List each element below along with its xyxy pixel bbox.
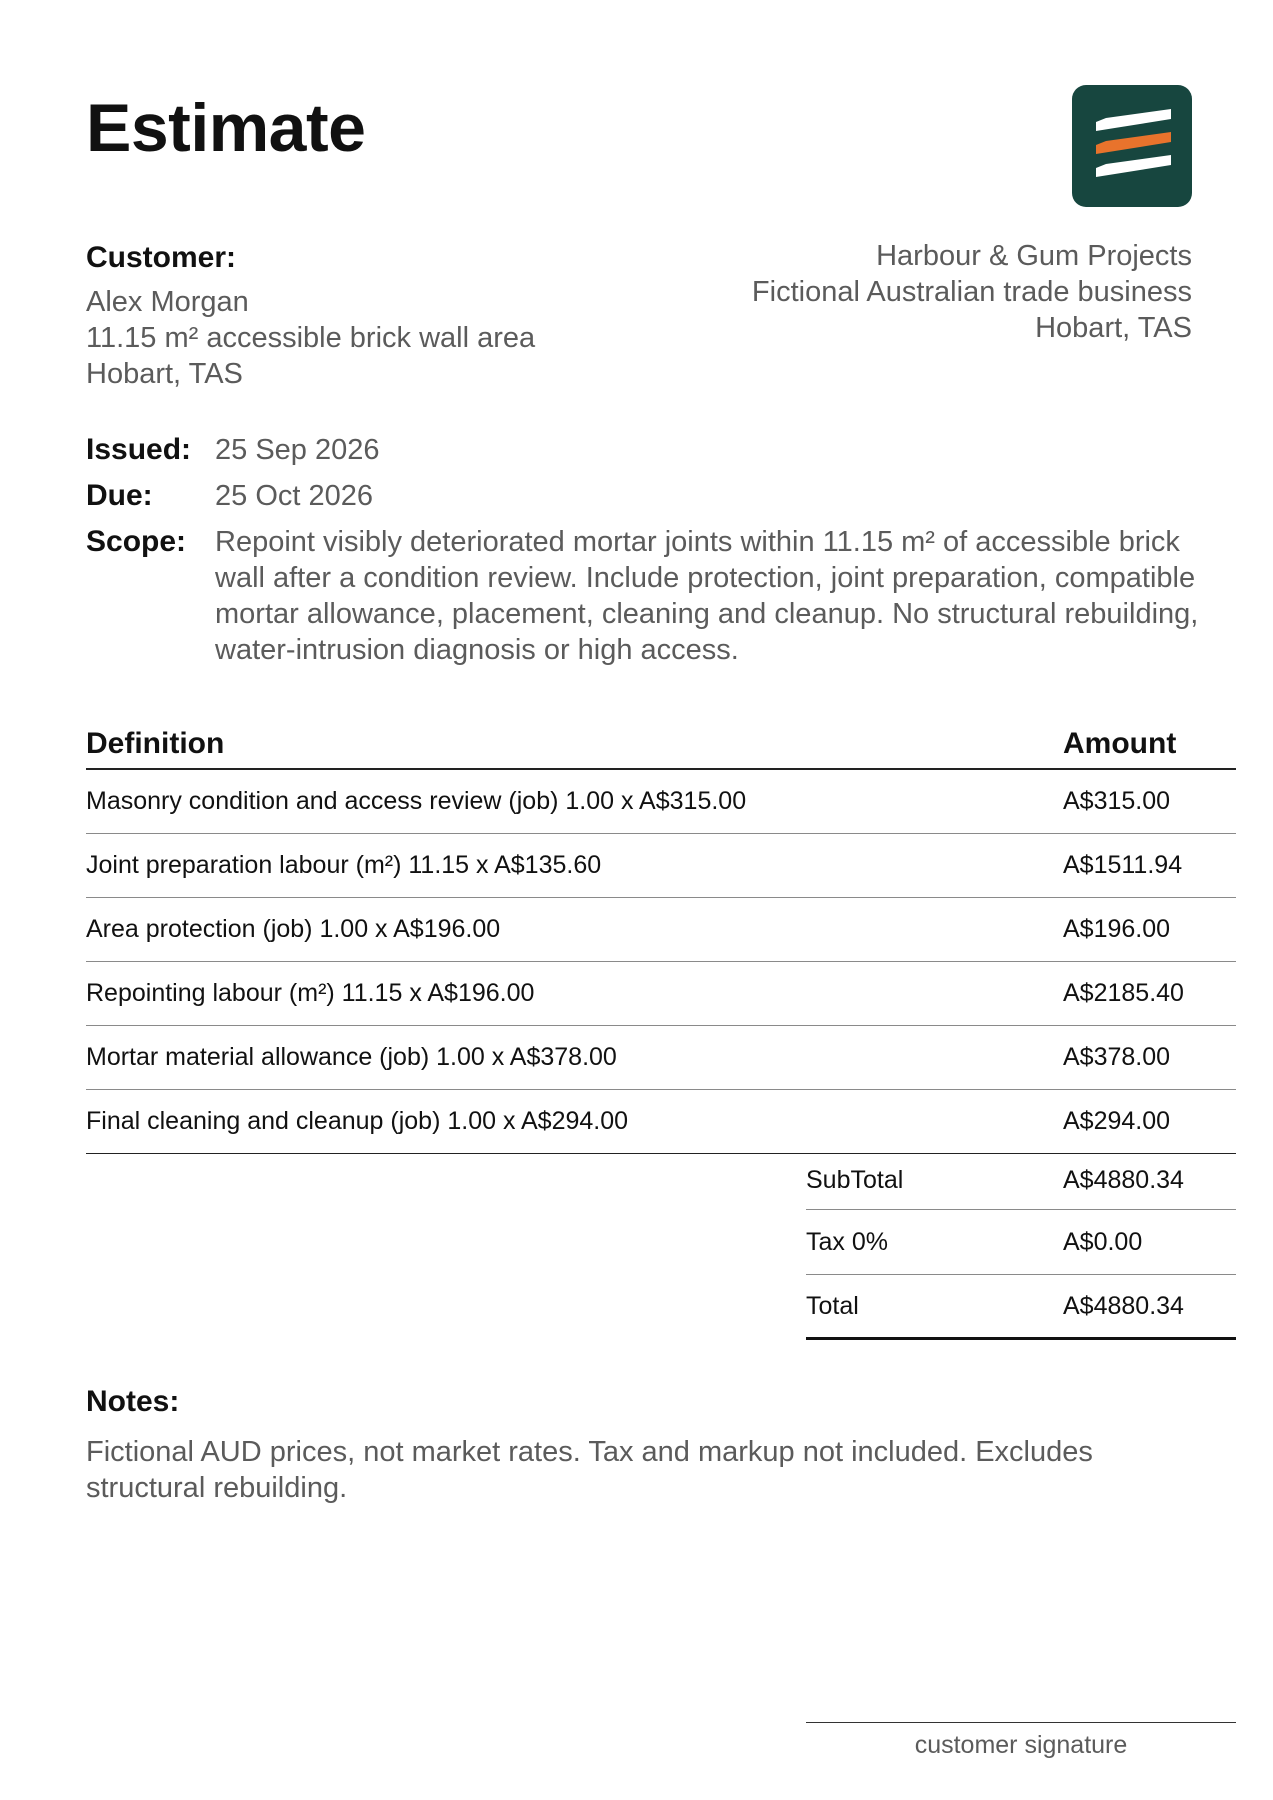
table-header [86,720,1236,770]
subtotal-value: A$4880.34 [1063,1166,1184,1194]
row-amount: A$378.00 [1063,1043,1171,1071]
document-title: Estimate [86,90,366,166]
tax-value: A$0.00 [1063,1227,1143,1256]
table-row [86,1026,1236,1090]
estimate-meta [86,432,1206,678]
company-logo-icon [1072,85,1192,207]
row-amount: A$2185.40 [1063,979,1184,1007]
line-items-table [86,720,1236,1154]
row-amount: A$1511.94 [1063,851,1183,879]
company-name: Harbour & Gum Projects [876,240,1192,272]
totals-block [806,1152,1236,1340]
row-amount: A$294.00 [1063,1107,1171,1135]
customer-location: Hobart, TAS [86,358,243,390]
tax-label: Tax 0% [806,1227,888,1256]
total-value: A$4880.34 [1063,1291,1184,1320]
tax-row [806,1210,1236,1275]
customer-name: Alex Morgan [86,286,249,318]
signature-line [806,1722,1236,1760]
row-definition: Mortar material allowance (job) 1.00 x A$378.00 [86,1043,617,1071]
total-row [806,1275,1236,1340]
customer-site: 11.15 m² accessible brick wall area [86,322,536,354]
row-amount: A$196.00 [1063,915,1171,943]
subtotal-row [806,1152,1236,1210]
definition-header: Definition [86,727,225,760]
scope-label: Scope: [86,525,187,558]
company-description: Fictional Australian trade business [751,276,1192,308]
row-definition: Final cleaning and cleanup (job) 1.00 x A$294.00 [86,1107,629,1135]
company-block [592,238,1192,346]
notes-text: Fictional AUD prices, not market rates. Tax and markup not included. Excludes structural rebuilding. [86,1436,1093,1504]
notes-block [86,1382,1196,1506]
scope-row [86,524,1206,668]
table-row [86,770,1236,834]
subtotal-label: SubTotal [806,1166,904,1194]
customer-label: Customer: [86,241,237,274]
company-location: Hobart, TAS [1035,312,1192,344]
row-definition: Area protection (job) 1.00 x A$196.00 [86,915,501,943]
issued-row [86,432,1206,468]
total-label: Total [806,1291,859,1320]
table-row [86,834,1236,898]
table-row [86,962,1236,1026]
row-definition: Joint preparation labour (m²) 11.15 x A$135.60 [86,851,602,879]
issued-value: 25 Sep 2026 [215,434,380,466]
signature-label: customer signature [914,1731,1128,1759]
row-definition: Masonry condition and access review (job) 1.00 x A$315.00 [86,787,747,815]
due-row [86,478,1206,514]
table-row [86,1090,1236,1154]
issued-label: Issued: [86,433,192,466]
due-label: Due: [86,479,153,512]
notes-label: Notes: [86,1385,180,1418]
table-row [86,898,1236,962]
due-value: 25 Oct 2026 [215,480,373,512]
row-amount: A$315.00 [1063,787,1171,815]
row-definition: Repointing labour (m²) 11.15 x A$196.00 [86,979,535,1007]
scope-value: Repoint visibly deteriorated mortar joints within 11.15 m² of accessible brick wall after a condition review. Include protection, joint preparation, compatible mortar allowance, placement, cleaning and cleanup. No structural rebuilding, water-intrusion diagnosis or high access. [215,526,1199,666]
amount-header: Amount [1063,727,1177,760]
